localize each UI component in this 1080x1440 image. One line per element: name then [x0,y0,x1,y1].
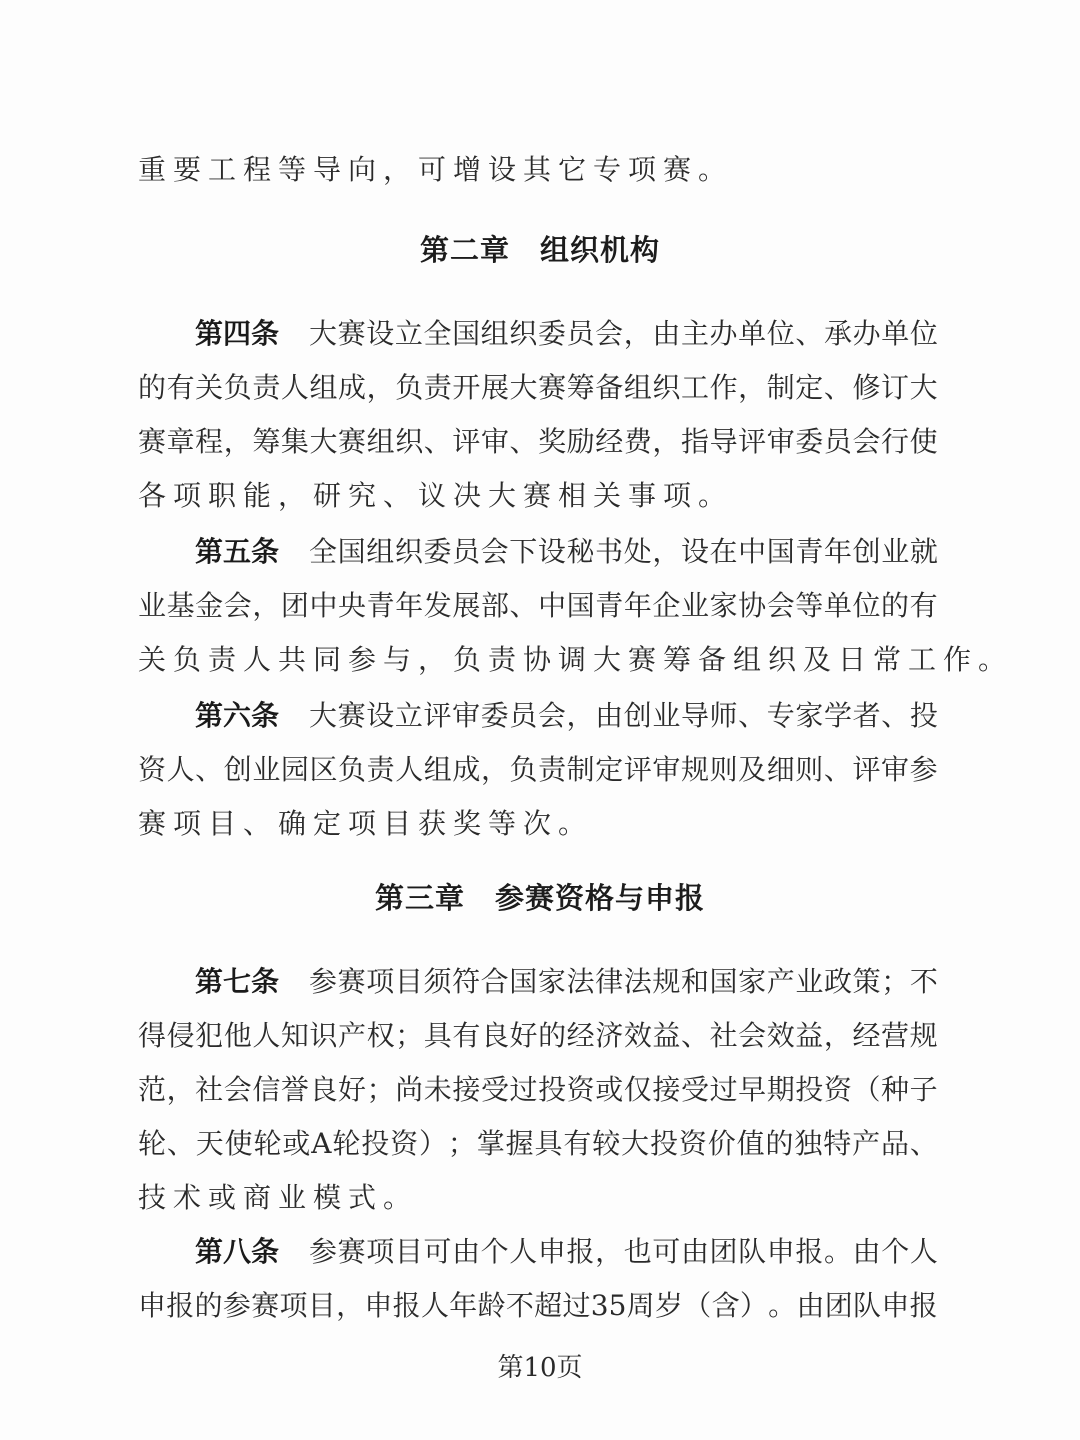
line-text: 业 基 金 会 ， 团 中 央 青 年 发 展 部 、 中 国 青 年 企 业 家 协 会 等 单 位 的 有 [138,589,938,622]
article-first-line [195,532,938,572]
line-text: 申 报 的 参 赛 项 目 ， 申 报 人 年 龄 不 超 过 35 周 岁 （ 含 ） 。 由 团 队 申 报 [138,1289,938,1322]
chapter-heading: 第三章 参赛资格与申报 [374,881,705,915]
line-text: 大 赛 设 立 评 审 委 员 会 ， 由 创 业 导 师 、 专 家 学 者 、 投 [309,699,938,732]
article-number: 第六条 [195,699,280,732]
text-line [138,1070,938,1110]
line-text: 大 赛 设 立 全 国 组 织 委 员 会 ， 由 主 办 单 位 、 承 办 单 位 [309,317,938,350]
line-text: 轮 、 天 使 轮 或 A 轮 投 资 ） ； 掌 握 具 有 较 大 投 资 价 值 的 独 特 产 品 、 [138,1127,938,1160]
text-line [138,1286,938,1326]
line-text: 赛 章 程 ， 筹 集 大 赛 组 织 、 评 审 、 奖 励 经 费 ， 指 导 评 审 委 员 会 行 使 [138,425,938,458]
article-number: 第七条 [195,965,280,998]
text-line [138,1124,938,1164]
line-text: 重要工程等导向，可增设其它专项赛。 [138,153,734,186]
article-first-line [195,696,938,736]
article-first-line [195,314,938,354]
chapter-heading: 第二章 组织机构 [419,233,660,267]
line-text: 各项职能，研究、议决大赛相关事项。 [138,479,734,512]
article-first-line [195,962,938,1002]
article-number: 第四条 [195,317,280,350]
line-text: 技术或商业模式。 [138,1181,419,1214]
line-text: 资 人 、 创 业 园 区 负 责 人 组 成 ， 负 责 制 定 评 审 规 则 及 细 则 、 评 审 参 [138,753,938,786]
text-line [138,750,938,790]
text-line [138,640,1014,680]
line-text: 参 赛 项 目 须 符 合 国 家 法 律 法 规 和 国 家 产 业 政 策 ； 不 [309,965,938,998]
text-line [138,1016,938,1056]
text-line [138,476,938,516]
article-first-line [195,1232,938,1272]
text-line [138,1178,938,1218]
text-line [138,368,938,408]
line-text: 得 侵 犯 他 人 知 识 产 权 ； 具 有 良 好 的 经 济 效 益 、 社 会 效 益 ， 经 营 规 [138,1019,938,1052]
text-line [138,422,938,462]
line-text: 关负责人共同参与，负责协调大赛筹备组织及日常工作。 [138,643,1014,676]
line-text: 参 赛 项 目 可 由 个 人 申 报 ， 也 可 由 团 队 申 报 。 由 个 人 [309,1235,938,1268]
article-number: 第五条 [195,535,280,568]
page-number: 第10页 [497,1353,583,1383]
line-text: 赛项目、确定项目获奖等次。 [138,807,594,840]
line-text: 全 国 组 织 委 员 会 下 设 秘 书 处 ， 设 在 中 国 青 年 创 业 就 [309,535,938,568]
text-line [138,586,938,626]
text-line [138,804,938,844]
text-line [138,150,938,190]
line-text: 的 有 关 负 责 人 组 成 ， 负 责 开 展 大 赛 筹 备 组 织 工 作 ， 制 定 、 修 订 大 [138,371,938,404]
article-number: 第八条 [195,1235,280,1268]
line-text: 范 ， 社 会 信 誉 良 好 ； 尚 未 接 受 过 投 资 或 仅 接 受 过 早 期 投 资 （ 种 子 [138,1073,938,1106]
